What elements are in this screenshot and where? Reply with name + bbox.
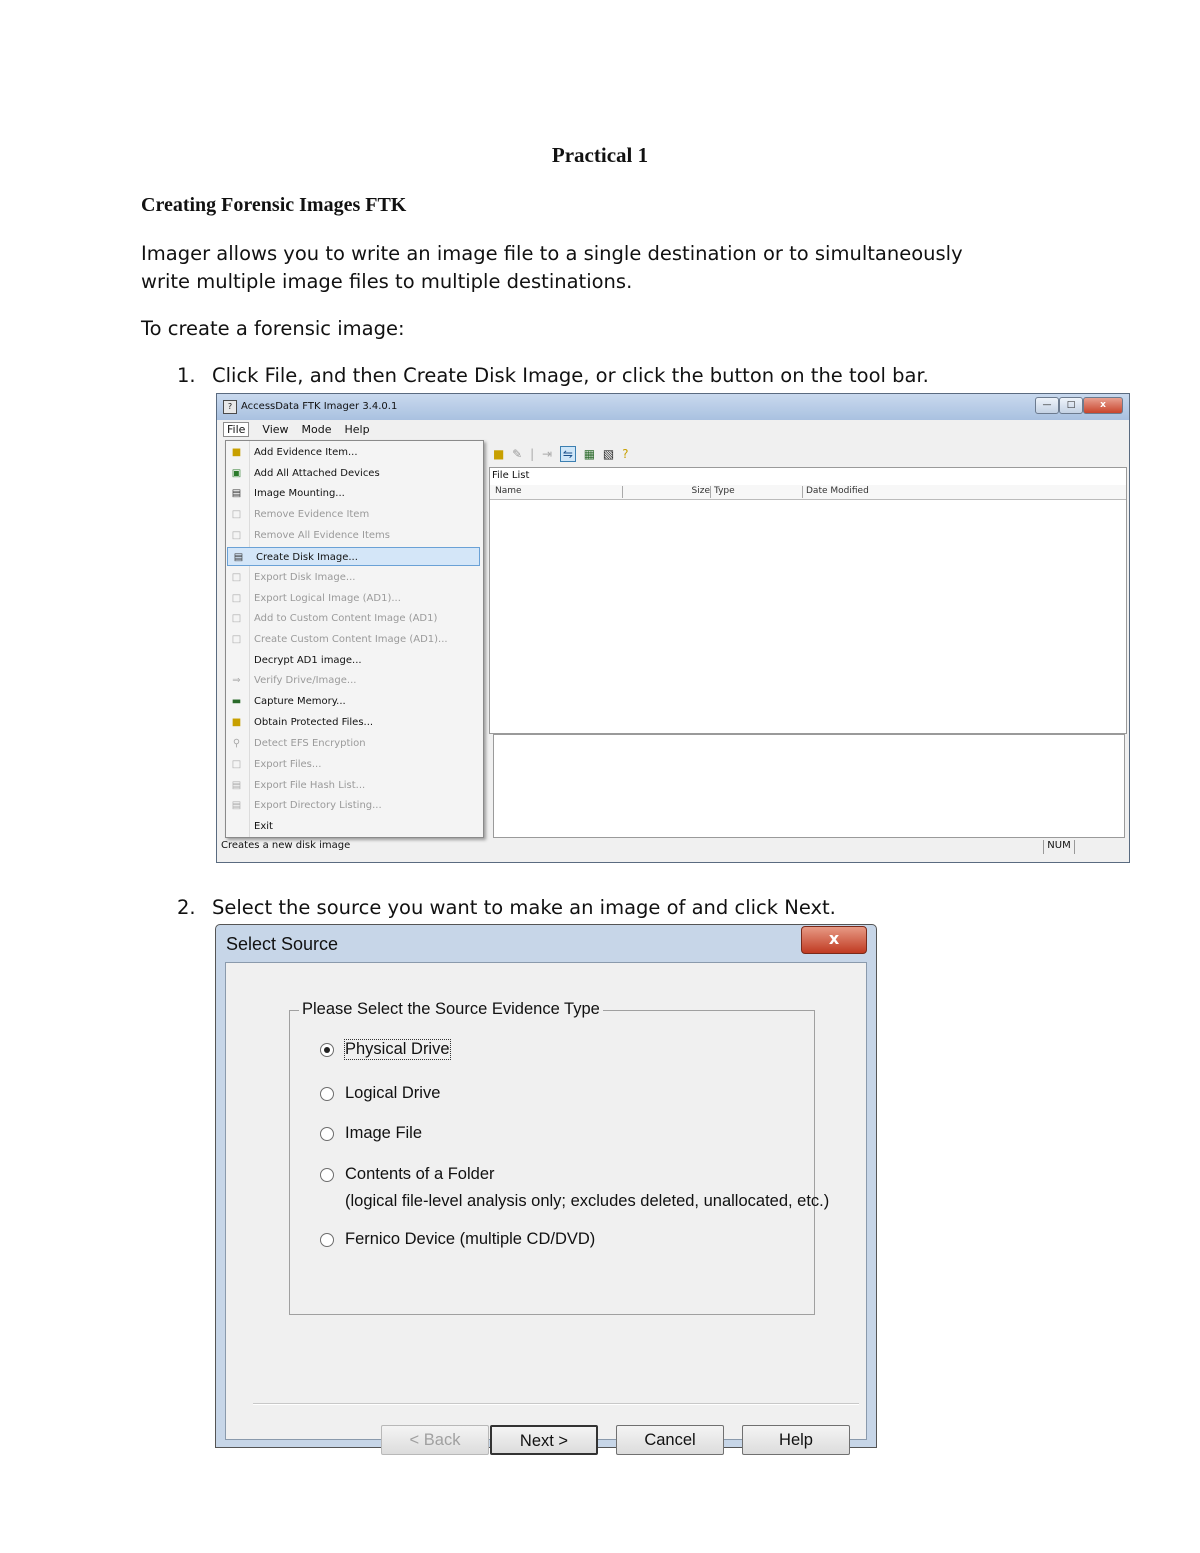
close-icon[interactable]: x [801,926,867,954]
select-source-dialog [215,924,877,1448]
properties-pane [493,734,1125,838]
verify-icon: ⇒ [232,675,241,686]
section-heading: Creating Forensic Images FTK [141,194,407,216]
column-type[interactable]: Type [710,486,798,498]
menu-item-remove-all-evidence[interactable]: □ Remove All Evidence Items [231,530,390,541]
dialog-divider [253,1403,859,1405]
remove-evidence-icon[interactable]: ✎ [512,447,523,461]
next-button[interactable]: Next > [490,1425,598,1455]
menu-file[interactable]: File [223,422,249,437]
menu-mode[interactable]: Mode [301,423,332,436]
remove-all-icon: □ [231,530,242,541]
column-date-modified[interactable]: Date Modified [802,486,890,498]
capture-memory-icon[interactable]: ▦ [583,447,596,461]
protected-files-icon: ■ [231,717,242,728]
menu-item-create-custom-content[interactable]: □ Create Custom Content Image (AD1)... [231,634,448,645]
menu-view[interactable]: View [262,423,289,436]
column-size[interactable]: Size [622,486,710,498]
file-icon: □ [231,759,242,770]
menu-item-remove-evidence[interactable]: □ Remove Evidence Item [231,509,370,520]
directory-icon: ▤ [231,800,242,811]
radio-button[interactable] [320,1087,334,1101]
menu-item-add-evidence[interactable]: ■ Add Evidence Item... [231,447,358,458]
file-menu-dropdown [225,440,484,838]
export-icon[interactable]: | [530,447,535,461]
lead-text: To create a forensic image: [141,317,405,340]
group-label: Please Select the Source Evidence Type [299,1000,603,1019]
file-list-label: File List [492,470,530,481]
menu-item-exit[interactable]: Exit [254,821,273,832]
ftk-menubar [223,422,383,440]
ftk-imager-window [216,393,1130,863]
radio-button[interactable] [320,1168,334,1182]
export-logical-icon: □ [231,593,242,604]
radio-button[interactable] [320,1233,334,1247]
step-2-number: 2. [177,896,196,919]
disk-image-icon: ▤ [233,552,244,563]
ftk-toolbar [493,446,632,466]
mount-icon[interactable]: ⇥ [541,447,552,461]
column-name[interactable]: Name [495,486,522,496]
menu-item-add-all-devices[interactable]: ▣ Add All Attached Devices [231,468,380,479]
export-disk-icon: □ [231,572,242,583]
protected-files-icon[interactable]: ▧ [602,447,615,461]
add-evidence-icon[interactable]: ■ [493,447,505,461]
intro-line-1: Imager allows you to write an image file to a single destination or to simultaneously [141,242,963,265]
add-evidence-icon: ■ [231,447,242,458]
status-text: Creates a new disk image [221,840,351,851]
menu-item-decrypt-ad1[interactable]: Decrypt AD1 image... [254,655,362,666]
dialog-title: Select Source [226,934,339,954]
menu-item-image-mounting[interactable]: ▤ Image Mounting... [231,488,345,499]
menu-item-export-hash-list[interactable]: ▤ Export File Hash List... [231,780,366,791]
menu-item-create-disk-image[interactable]: ▤ Create Disk Image... [227,547,480,566]
status-bar [221,840,1125,856]
menu-item-verify-drive[interactable]: ⇒ Verify Drive/Image... [226,671,481,690]
menu-item-export-files[interactable]: □ Export Files... [231,759,322,770]
hash-list-icon: ▤ [231,780,242,791]
help-icon[interactable]: ? [622,447,629,461]
custom-content-icon: □ [231,613,242,624]
page-title: Practical 1 [551,143,649,167]
ftk-titlebar [217,394,1129,420]
memory-icon: ▬ [231,696,242,707]
source-type-groupbox: Please Select the Source Evidence Type Physical Drive Logical Drive Image File Contents of a Folder (logical file-level analysis only; excludes deleted, unallocated, etc.) Fernico Device (multiple CD/DVD) [289,1010,815,1315]
mount-icon: ▤ [231,488,242,499]
create-custom-icon: □ [231,634,242,645]
remove-evidence-icon: □ [231,509,242,520]
status-num-indicator: NUM [1043,840,1075,854]
minimize-icon[interactable]: — [1035,397,1059,414]
menu-item-export-directory-listing[interactable]: ▤ Export Directory Listing... [231,800,382,811]
back-button[interactable]: < Back [381,1425,489,1455]
create-disk-image-icon[interactable]: ⇋ [560,446,576,462]
menu-item-obtain-protected-files[interactable]: ■ Obtain Protected Files... [231,717,374,728]
menu-item-add-custom-content[interactable]: □ Add to Custom Content Image (AD1) [231,613,438,624]
intro-line-2: write multiple image files to multiple destinations. [141,270,633,293]
option-folder-note: (logical file-level analysis only; excludes deleted, unallocated, etc.) [345,1192,830,1210]
menu-item-detect-efs[interactable]: ⚲ Detect EFS Encryption [226,734,481,753]
menu-item-capture-memory[interactable]: ▬ Capture Memory... [231,696,346,707]
cancel-button[interactable]: Cancel [616,1425,724,1455]
maximize-icon[interactable]: □ [1059,397,1083,414]
menu-help[interactable]: Help [344,423,370,436]
step-2-text: Select the source you want to make an image of and click Next. [212,896,836,919]
file-list-header [490,485,1126,500]
file-list-pane [489,467,1127,734]
menu-item-export-logical-image[interactable]: □ Export Logical Image (AD1)... [231,593,401,604]
radio-button[interactable] [320,1127,334,1141]
search-icon: ⚲ [232,738,241,749]
menu-item-export-disk-image[interactable]: □ Export Disk Image... [231,572,356,583]
app-icon: ? [223,400,237,414]
ftk-window-title: AccessData FTK Imager 3.4.0.1 [241,401,398,412]
radio-button[interactable] [320,1043,334,1057]
devices-icon: ▣ [231,468,242,479]
step-1-text: Click File, and then Create Disk Image, or click the button on the tool bar. [212,364,929,387]
close-icon[interactable]: x [1083,397,1123,414]
help-button[interactable]: Help [742,1425,850,1455]
step-1-number: 1. [177,364,196,387]
dialog-body [225,962,867,1450]
